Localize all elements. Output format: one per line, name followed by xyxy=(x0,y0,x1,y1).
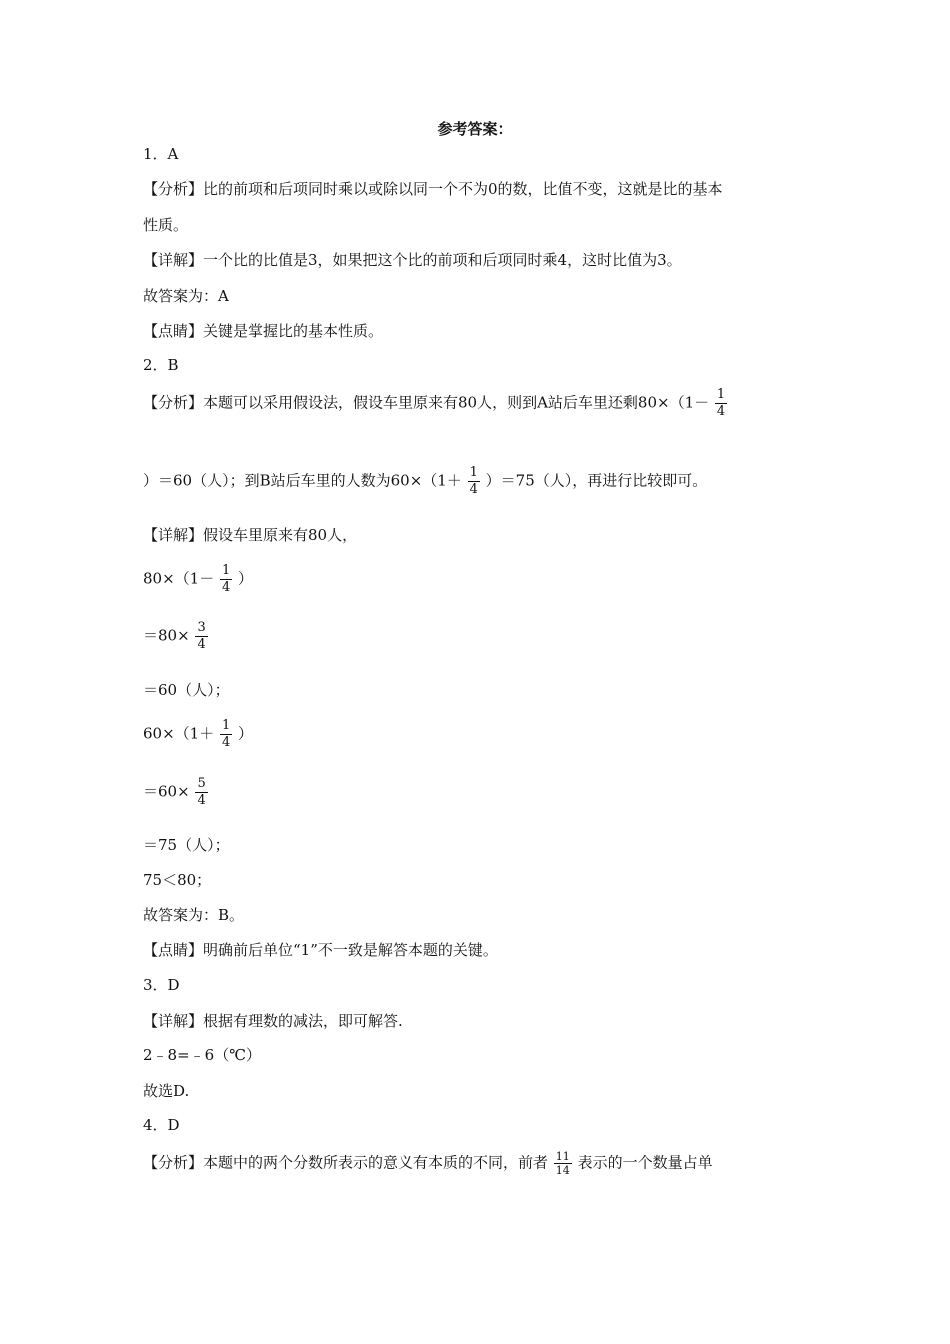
q2-number: 2．B xyxy=(143,356,179,374)
numerator: 1 xyxy=(221,563,231,578)
q2-step4 xyxy=(143,718,253,751)
fraction-one-quarter xyxy=(220,718,232,751)
q2-analysis-line1-text: 【分析】本题可以采用假设法，假设车里原来有80人，则到A站后车里还剩80×（1－ xyxy=(143,393,710,412)
q1-analysis-line2: 性质。 xyxy=(143,216,189,234)
numerator: 3 xyxy=(197,620,206,635)
denominator: 4 xyxy=(716,404,726,419)
denominator: 4 xyxy=(221,735,231,750)
denominator: 4 xyxy=(197,637,206,652)
q2-analysis-line1 xyxy=(143,387,728,420)
step4-text-a: 60×（1＋ xyxy=(143,724,215,743)
q2-step5 xyxy=(143,776,209,809)
q2-step6: ＝75（人）； xyxy=(143,836,230,854)
q1-comment: 【点睛】关键是掌握比的基本性质。 xyxy=(143,322,384,340)
q3-detail: 【详解】根据有理数的减法，即可解答. xyxy=(143,1012,403,1030)
q1-answer: 故答案为：A xyxy=(143,287,229,305)
q2-detail: 【详解】假设车里原来有80人， xyxy=(143,526,358,544)
step1-text-b: ） xyxy=(238,569,254,588)
q2-answer: 故答案为：B。 xyxy=(143,906,245,924)
q1-analysis-line1: 【分析】比的前项和后项同时乘以或除以同一个不为0的数，比值不变，这就是比的基本 xyxy=(143,180,723,198)
fraction-one-quarter xyxy=(715,387,727,420)
numerator: 11 xyxy=(555,1150,570,1163)
denominator: 4 xyxy=(221,580,231,595)
step1-text-a: 80×（1－ xyxy=(143,569,215,588)
q3-calc: 2﹣8=﹣6（℃） xyxy=(143,1046,261,1064)
fraction-five-quarters xyxy=(195,776,207,809)
q4-analysis-text-b: 表示的一个数量占单 xyxy=(577,1153,713,1172)
numerator: 1 xyxy=(221,718,231,733)
q3-answer: 故选D. xyxy=(143,1082,190,1100)
q2-analysis-line2-text-b: ）＝75（人），再进行比较即可。 xyxy=(485,471,708,490)
q2-step1 xyxy=(143,563,253,596)
q2-analysis-line2 xyxy=(143,465,707,498)
fraction-one-quarter xyxy=(220,563,232,596)
q2-analysis-line2-text-a: ）＝60（人）；到B站后车里的人数为60×（1＋ xyxy=(143,471,462,490)
denominator: 4 xyxy=(469,482,478,497)
q2-comment: 【点睛】明确前后单位“1”不一致是解答本题的关键。 xyxy=(143,941,498,959)
q2-step2 xyxy=(143,620,209,653)
denominator: 14 xyxy=(555,1164,570,1177)
numerator: 1 xyxy=(716,387,726,402)
page-title: 参考答案： xyxy=(437,120,513,138)
fraction-one-quarter xyxy=(468,465,480,498)
q1-number: 1．A xyxy=(143,145,179,163)
step2-text: ＝80× xyxy=(143,626,190,645)
step5-text: ＝60× xyxy=(143,782,190,801)
q2-step3: ＝60（人）； xyxy=(143,681,230,699)
numerator: 5 xyxy=(197,776,206,791)
q1-detail: 【详解】一个比的比值是3，如果把这个比的前项和后项同时乘4，这时比值为3。 xyxy=(143,251,682,269)
denominator: 4 xyxy=(197,793,206,808)
fraction-three-quarters xyxy=(195,620,207,653)
q3-number: 3．D xyxy=(143,976,180,994)
numerator: 1 xyxy=(469,465,478,480)
q4-number: 4．D xyxy=(143,1116,180,1134)
step4-text-b: ） xyxy=(238,724,254,743)
fraction-eleven-fourteenths xyxy=(554,1150,572,1177)
q4-analysis-text-a: 【分析】本题中的两个分数所表示的意义有本质的不同，前者 xyxy=(143,1153,549,1172)
q2-step7: 75＜80； xyxy=(143,871,212,889)
q4-analysis xyxy=(143,1150,713,1177)
